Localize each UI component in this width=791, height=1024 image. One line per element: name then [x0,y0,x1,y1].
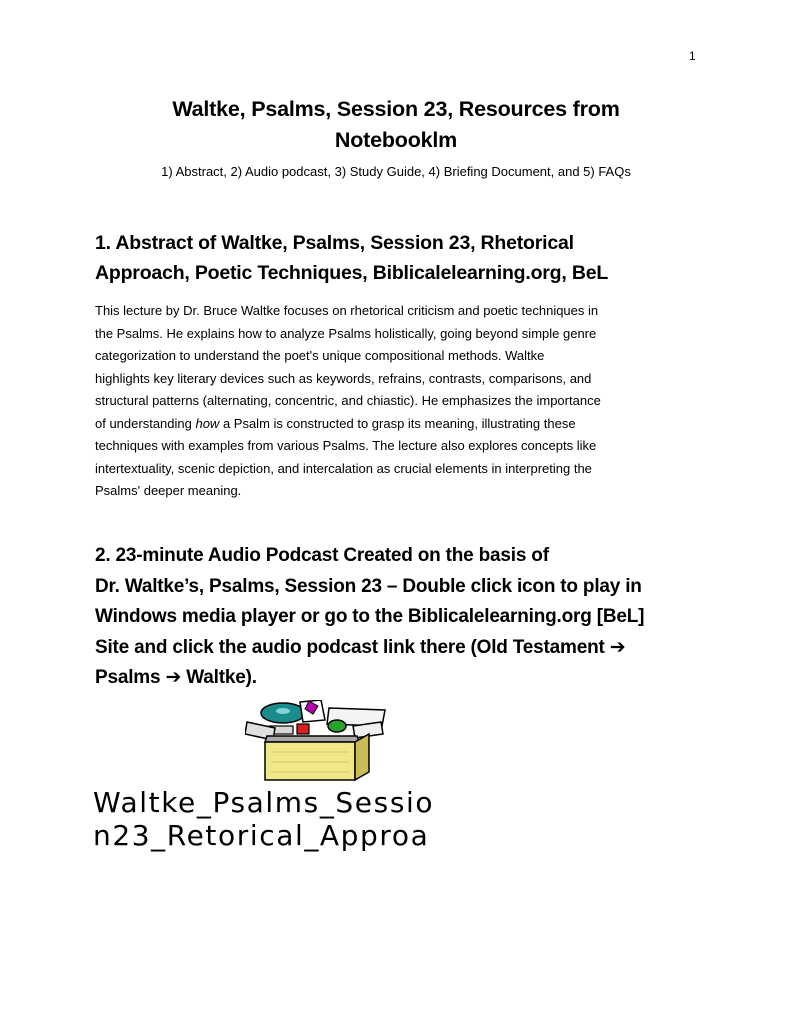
abstract-line: the Psalms. He explains how to analyze Psalms holistically, going beyond simple genre [95,325,597,341]
section-1-heading-line-1: 1. Abstract of Waltke, Psalms, Session 23, Rhetorical [95,232,574,254]
abstract-line [95,413,705,436]
section-2-line: Windows media player or go to the Biblicalelearning.org [BeL] [95,606,645,627]
section-2-text: Psalms [95,667,166,688]
page-number: 1 [689,49,696,63]
title-line-2: Notebooklm [334,128,458,152]
abstract-emphasis: how [195,415,220,431]
abstract-line: intertextuality, scenic depiction, and intercalation as crucial elements in interpreting the [95,460,592,476]
abstract-text: of understanding [95,415,196,431]
section-2-text: Site and click the audio podcast link there (Old Testament [95,636,610,658]
section-2-line: Dr. Waltke’s, Psalms, Session 23 – Double click icon to play in [95,575,642,597]
title-line-1: Waltke, Psalms, Session 23, Resources from [172,97,620,121]
abstract-line: structural patterns (alternating, concentric, and chiastic). He emphasizes the importance [95,393,601,408]
section-1-heading [95,228,715,288]
attachment-filename-line: n23_Retorical_Approa [93,819,430,852]
section-2-heading [95,541,715,694]
abstract-line: categorization to understand the poet's unique compositional methods. Waltke [95,348,545,363]
abstract-text: a Psalm is constructed to grasp its meaning, illustrating these [219,415,576,431]
document-title [96,94,696,156]
abstract-line: highlights key literary devices such as keywords, refrains, contrasts, comparisons, and [95,370,592,386]
abstract-line: Psalms' deeper meaning. [95,483,242,498]
right-arrow-icon: ➔ [165,667,182,688]
section-2-line: 2. 23-minute Audio Podcast Created on the basis of [95,545,549,566]
abstract-line: This lecture by Dr. Bruce Waltke focuses on rhetorical criticism and poetic techniques in [95,303,599,318]
document-subtitle: 1) Abstract, 2) Audio podcast, 3) Study Guide, 4) Briefing Document, and 5) FAQs [161,164,631,179]
section-2-line [95,633,715,664]
section-1-heading-line-2: Approach, Poetic Techniques, Biblicalelearning.org, BeL [95,262,609,284]
abstract-line: techniques with examples from various Psalms. The lecture also explores concepts like [95,438,597,453]
attachment-filename-line: Waltke_Psalms_Sessio [93,786,435,819]
section-2-text: Waltke). [181,667,257,688]
right-arrow-icon: ➔ [609,636,626,658]
attachment-filename[interactable] [93,786,434,852]
package-icon[interactable] [245,700,390,782]
section-2-line [95,663,715,694]
abstract-paragraph [95,300,705,503]
